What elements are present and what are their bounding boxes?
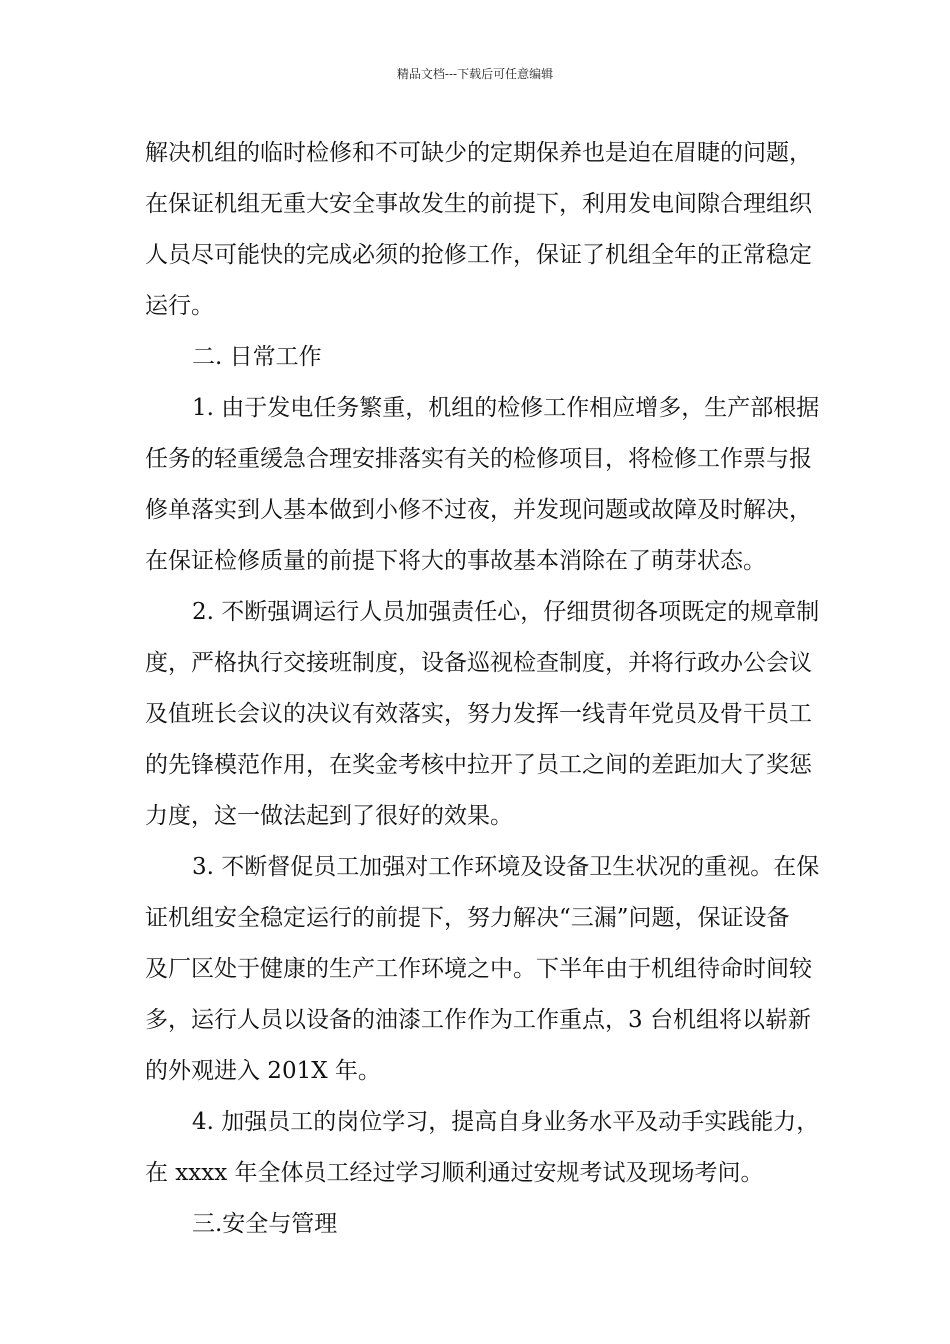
section-heading: 二. 日常工作	[192, 344, 322, 370]
text-line: 力度，这一做法起到了很好的效果。	[145, 803, 513, 829]
text-line: 及值班长会议的决议有效落实，努力发挥一线青年党员及骨干员工	[145, 701, 812, 727]
text-line: 解决机组的临时检修和不可缺少的定期保养也是迫在眉睫的问题，	[145, 140, 812, 166]
text-line: 4. 加强员工的岗位学习，提高自身业务水平及动手实践能力，	[192, 1109, 820, 1135]
text-line: 修单落实到人基本做到小修不过夜，并发现问题或故障及时解决，	[145, 497, 812, 523]
page-header: 精品文档---下载后可任意编辑	[396, 67, 554, 81]
text-line: 证机组安全稳定运行的前提下，努力解决“三漏”问题，保证设备	[145, 905, 790, 931]
text-line: 3. 不断督促员工加强对工作环境及设备卫生状况的重视。在保	[192, 854, 820, 880]
section-heading: 三.安全与管理	[192, 1211, 338, 1237]
text-line: 在保证检修质量的前提下将大的事故基本消除在了萌芽状态。	[145, 548, 766, 574]
text-line: 人员尽可能快的完成必须的抢修工作，保证了机组全年的正常稳定	[145, 242, 812, 268]
text-line: 2. 不断强调运行人员加强责任心，仔细贯彻各项既定的规章制	[192, 599, 820, 625]
text-line: 及厂区处于健康的生产工作环境之中。下半年由于机组待命时间较	[145, 956, 812, 982]
text-line: 多，运行人员以设备的油漆工作作为工作重点，3 台机组将以崭新	[145, 1007, 811, 1033]
text-line: 的外观进入 201X 年。	[145, 1058, 381, 1084]
text-line: 度，严格执行交接班制度，设备巡视检查制度，并将行政办公会议	[145, 650, 812, 676]
text-line: 在 xxxx 年全体员工经过学习顺利通过安规考试及现场考问。	[145, 1160, 764, 1186]
text-line: 在保证机组无重大安全事故发生的前提下，利用发电间隙合理组织	[145, 191, 812, 217]
document-body	[145, 128, 820, 1250]
text-line: 1. 由于发电任务繁重，机组的检修工作相应增多，生产部根据	[192, 395, 820, 421]
text-line: 任务的轻重缓急合理安排落实有关的检修项目，将检修工作票与报	[145, 446, 812, 472]
text-line: 运行。	[145, 293, 214, 319]
text-line: 的先锋模范作用，在奖金考核中拉开了员工之间的差距加大了奖惩	[145, 752, 812, 778]
